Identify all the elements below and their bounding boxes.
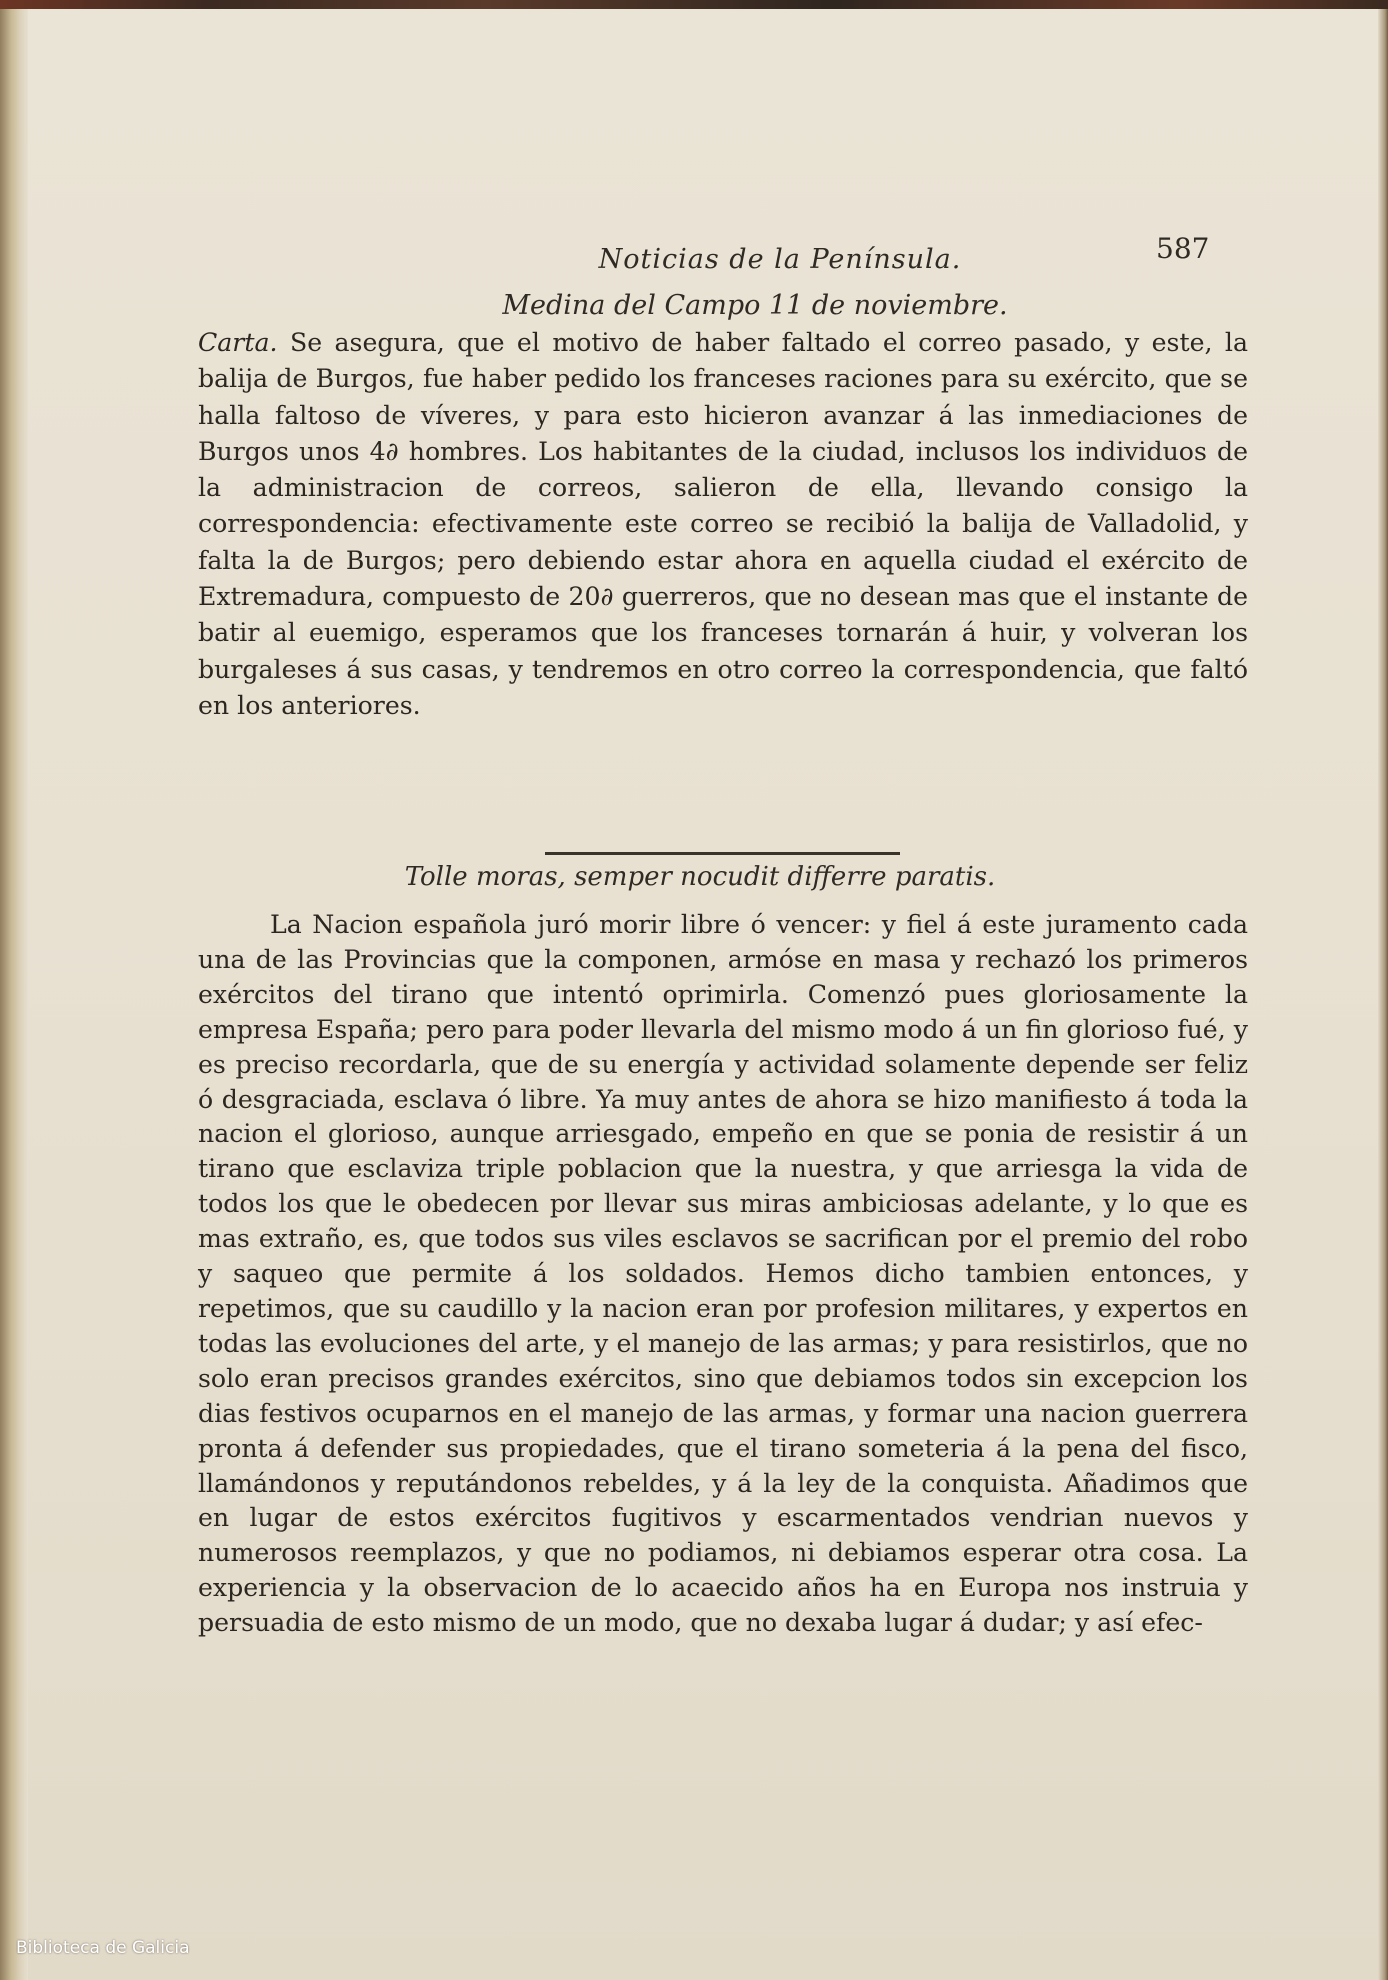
article-lead: Carta. [198, 328, 278, 357]
running-header: Noticias de la Península. [598, 244, 962, 275]
dateline: Medina del Campo 11 de noviembre. [502, 290, 1008, 321]
page-right-edge [1378, 9, 1388, 1980]
section-divider [545, 852, 900, 855]
page-number: 587 [1156, 232, 1210, 265]
article-paragraph-1 [198, 325, 1248, 724]
library-watermark: Biblioteca de Galicia [16, 1938, 190, 1958]
book-binding-shadow [0, 9, 28, 1980]
latin-motto: Tolle moras, semper nocudit differre paratis. [404, 862, 996, 892]
article-1-body: Se asegura, que el motivo de haber faltado el correo pasado, y este, la balija de Burgos, fue haber pedido los franceses raciones para su exército, que se halla faltoso de víveres, y para esto hicieron avanzar á las inmediaciones de Burgos unos 4∂ hombres. Los habitantes de la ciudad, inclusos los individuos de la administracion de correos, salieron de ella, llevando consigo la correspondencia: efectivamente este correo se recibió la balija de Valladolid, y falta la de Burgos; pero debiendo estar ahora en aquella ciudad el exército de Extremadura, compuesto de 20∂ guerreros, que no desean mas que el instante de batir al euemigo, esperamos que los franceses tornarán á huir, y volveran los burgaleses á sus casas, y tendremos en otro correo la correspondencia, que faltó en los anteriores. [198, 328, 1248, 720]
book-top-edge [0, 0, 1388, 9]
article-paragraph-2: La Nacion española juró morir libre ó vencer: y fiel á este juramento cada una de las Provincias que la componen, armóse en masa y rechazó los primeros exércitos del tirano que intentó oprimirla. Comenzó pues gloriosamente la empresa España; pero para poder llevarla del mismo modo á un fin glorioso fué, y es preciso recordarla, que de su energía y actividad solamente depende ser feliz ó desgraciada, esclava ó libre. Ya muy antes de ahora se hizo manifiesto á toda la nacion el glorioso, aunque arriesgado, empeño en que se ponia de resistir á un tirano que esclaviza triple poblacion que la nuestra, y que arriesga la vida de todos los que le obedecen por llevar sus miras ambiciosas adelante, y lo que es mas extraño, es, que todos sus viles esclavos se sacrifican por el premio del robo y saqueo que permite á los soldados. Hemos dicho tambien entonces, y repetimos, que su caudillo y la nacion eran por profesion militares, y expertos en todas las evoluciones del arte, y el manejo de las armas; y para resistirlos, que no solo eran precisos grandes exércitos, sino que debiamos todos sin excepcion los dias festivos ocuparnos en el manejo de las armas, y formar una nacion guerrera pronta á defender sus propiedades, que el tirano someteria á la pena del fisco, llamándonos y reputándonos rebeldes, y á la ley de la conquista. Añadimos que en lugar de estos exércitos fugitivos y escarmentados vendrian nuevos y numerosos reemplazos, y que no podiamos, ni debiamos esperar otra cosa. La experiencia y la observacion de lo acaecido años ha en Europa nos instruia y persuadia de esto mismo de un modo, que no dexaba lugar á dudar; y así efec- [198, 910, 1248, 1638]
